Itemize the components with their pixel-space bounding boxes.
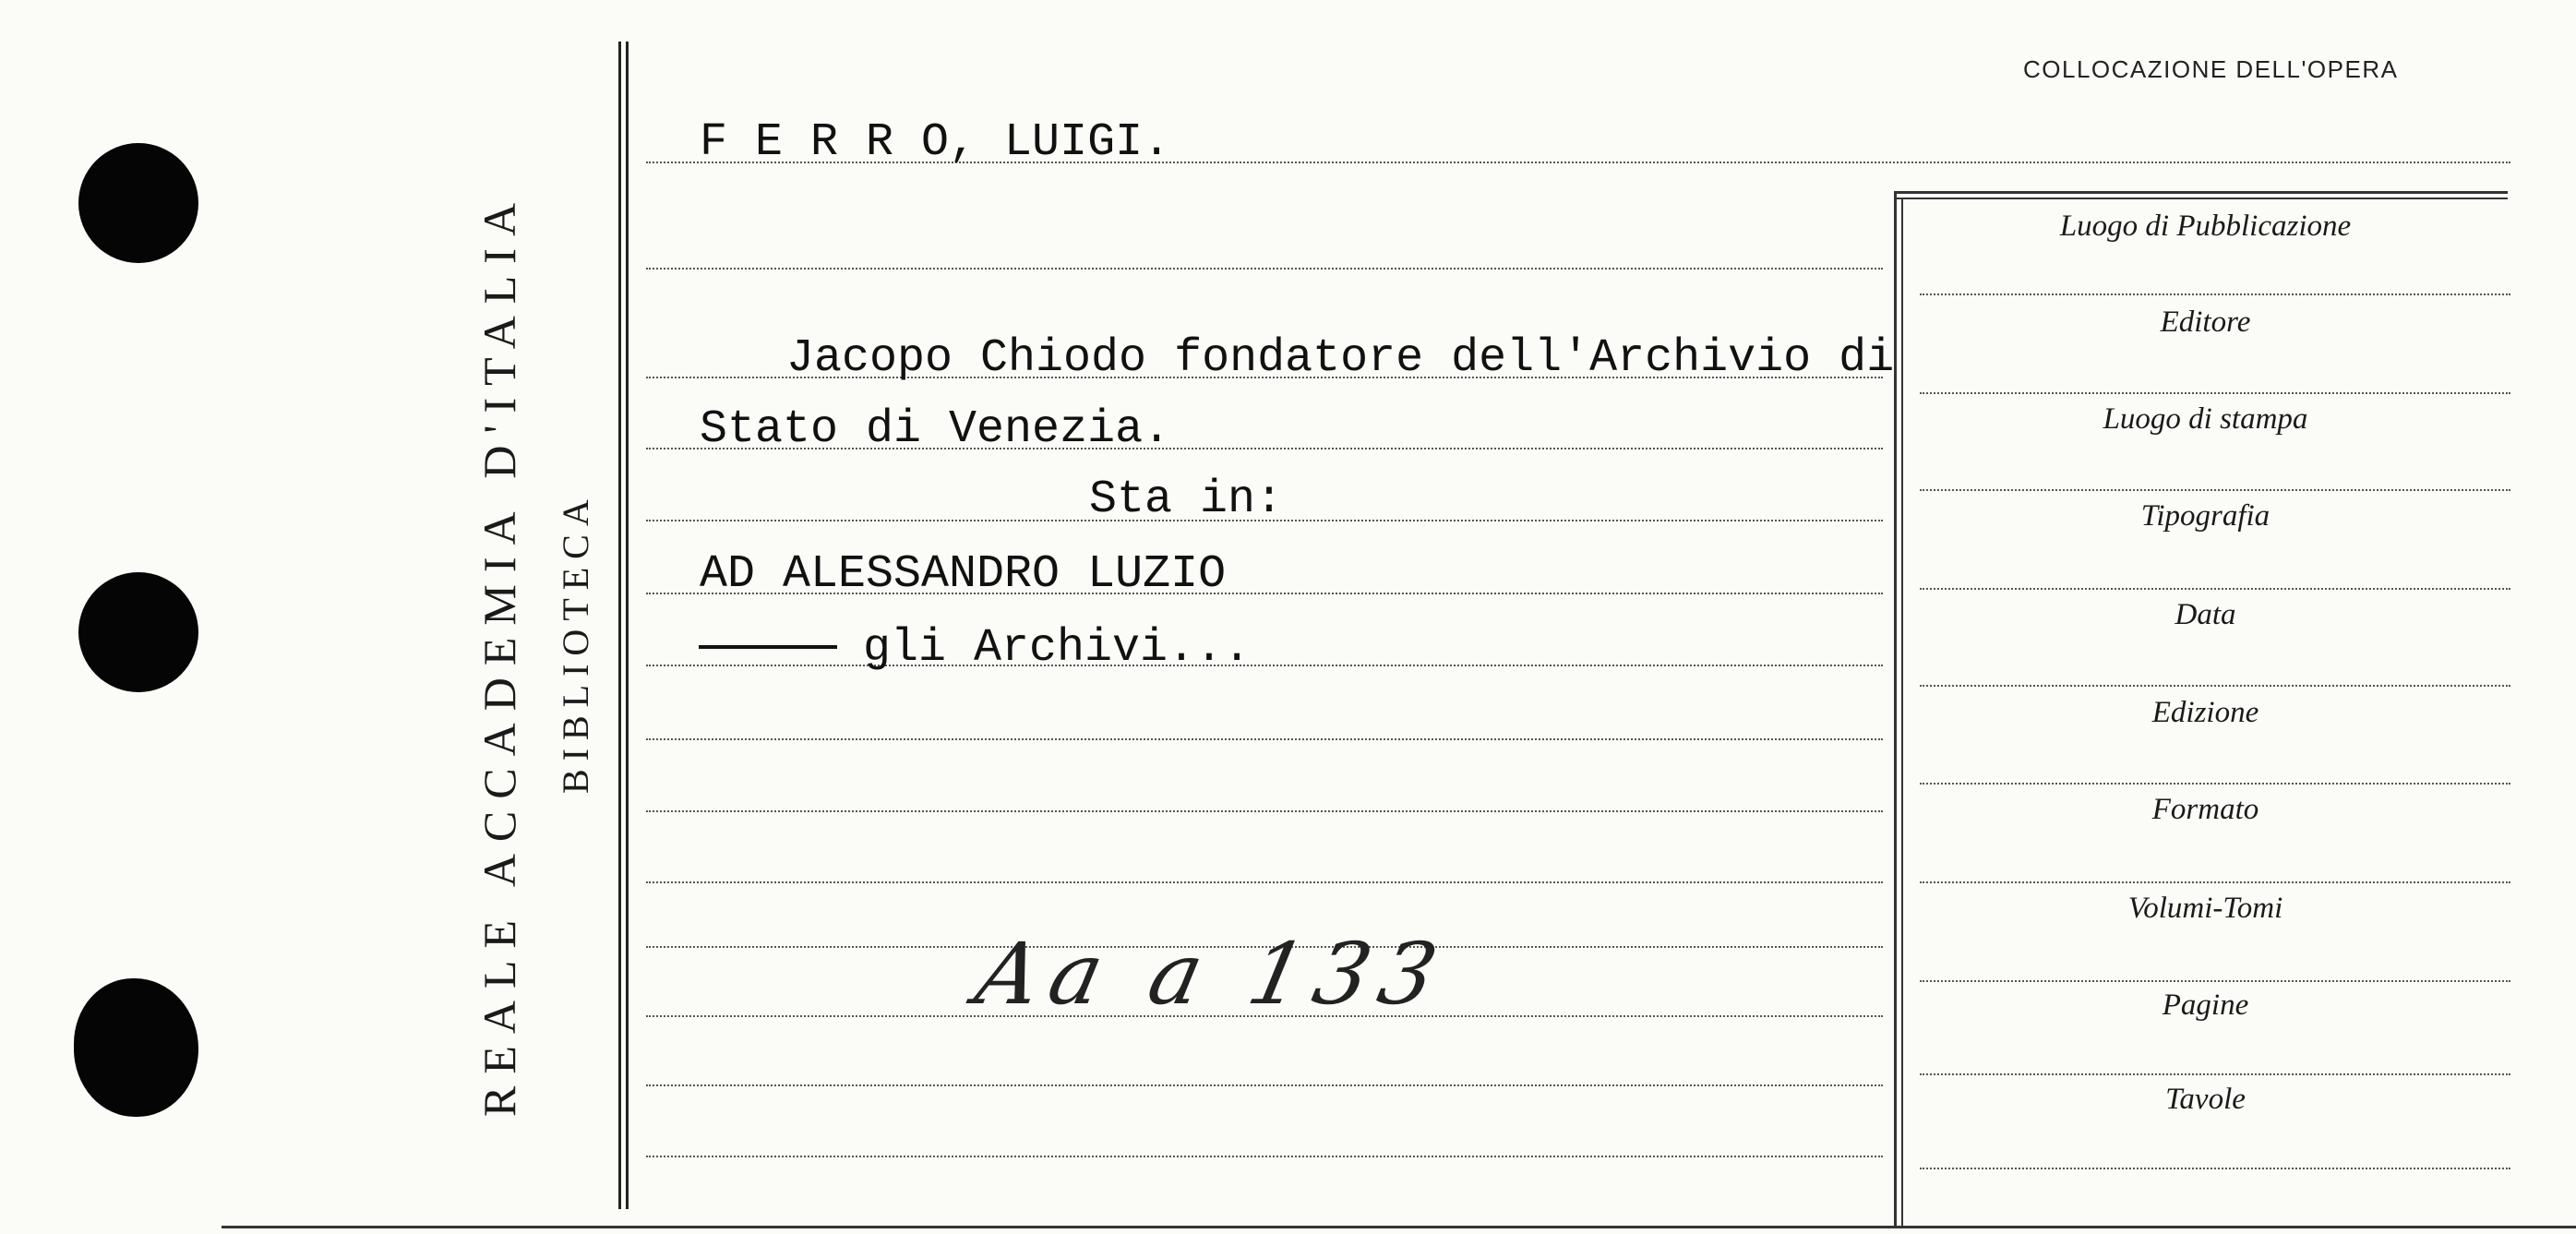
department-name: BIBLIOTECA (555, 491, 596, 794)
host-line-2: gli Archivi... (863, 622, 1252, 675)
entry-line (646, 738, 1883, 740)
divider-rule-right (626, 42, 629, 1209)
field-editore: Editore (2160, 306, 2251, 339)
field-formato: Formato (2151, 793, 2259, 826)
field-tipografia: Tipografia (2140, 499, 2270, 533)
field-line (1920, 588, 2510, 590)
field-line (1920, 1168, 2510, 1169)
field-data: Data (2175, 598, 2236, 631)
entry-line (646, 810, 1883, 812)
field-tavole: Tavole (2165, 1083, 2246, 1116)
field-line (1920, 1073, 2510, 1075)
field-edizione: Edizione (2151, 696, 2259, 729)
field-luogo-pubblicazione: Luogo di Pubblicazione (2059, 210, 2352, 243)
title-line-2: Stato di Venezia. (700, 403, 1171, 456)
field-volumi-tomi: Volumi-Tomi (2127, 892, 2283, 925)
panel-left-rule (1894, 191, 1897, 1226)
field-line (1920, 881, 2510, 883)
repeat-dash (699, 645, 837, 649)
collocation-header: COLLOCAZIONE DELL'OPERA (2023, 55, 2399, 83)
field-line (1920, 392, 2510, 394)
field-luogo-stampa: Luogo di stampa (2103, 402, 2308, 436)
field-line (1920, 685, 2510, 687)
entry-line (646, 268, 1883, 270)
field-line (1920, 980, 2510, 982)
punch-hole-bottom (74, 978, 198, 1117)
sta-in-label: Sta in: (1089, 473, 1284, 526)
entry-line (646, 1156, 1883, 1157)
panel-top-rule-inner (1894, 198, 2508, 199)
entry-line (646, 881, 1883, 883)
field-line (1920, 294, 2510, 295)
handwritten-shelfmark: Aa a 133 (967, 925, 1456, 1024)
punch-hole-middle (78, 572, 198, 692)
field-line (1920, 489, 2510, 491)
institution-name: REALE ACCADEMIA D'ITALIA (473, 190, 525, 1117)
field-line (1920, 783, 2510, 785)
host-line-1: AD ALESSANDRO LUZIO (700, 548, 1227, 601)
entry-line (646, 1084, 1883, 1086)
author-heading: F E R R O, LUIGI. (700, 116, 1171, 169)
punch-hole-top (78, 143, 198, 263)
panel-top-rule (1894, 191, 2508, 194)
bottom-rule (222, 1226, 2576, 1228)
title-line-1: Jacopo Chiodo fondatore dell'Archivio di (786, 332, 1895, 385)
entry-line (646, 665, 1883, 666)
divider-rule-left (618, 42, 621, 1209)
field-pagine: Pagine (2162, 988, 2249, 1022)
